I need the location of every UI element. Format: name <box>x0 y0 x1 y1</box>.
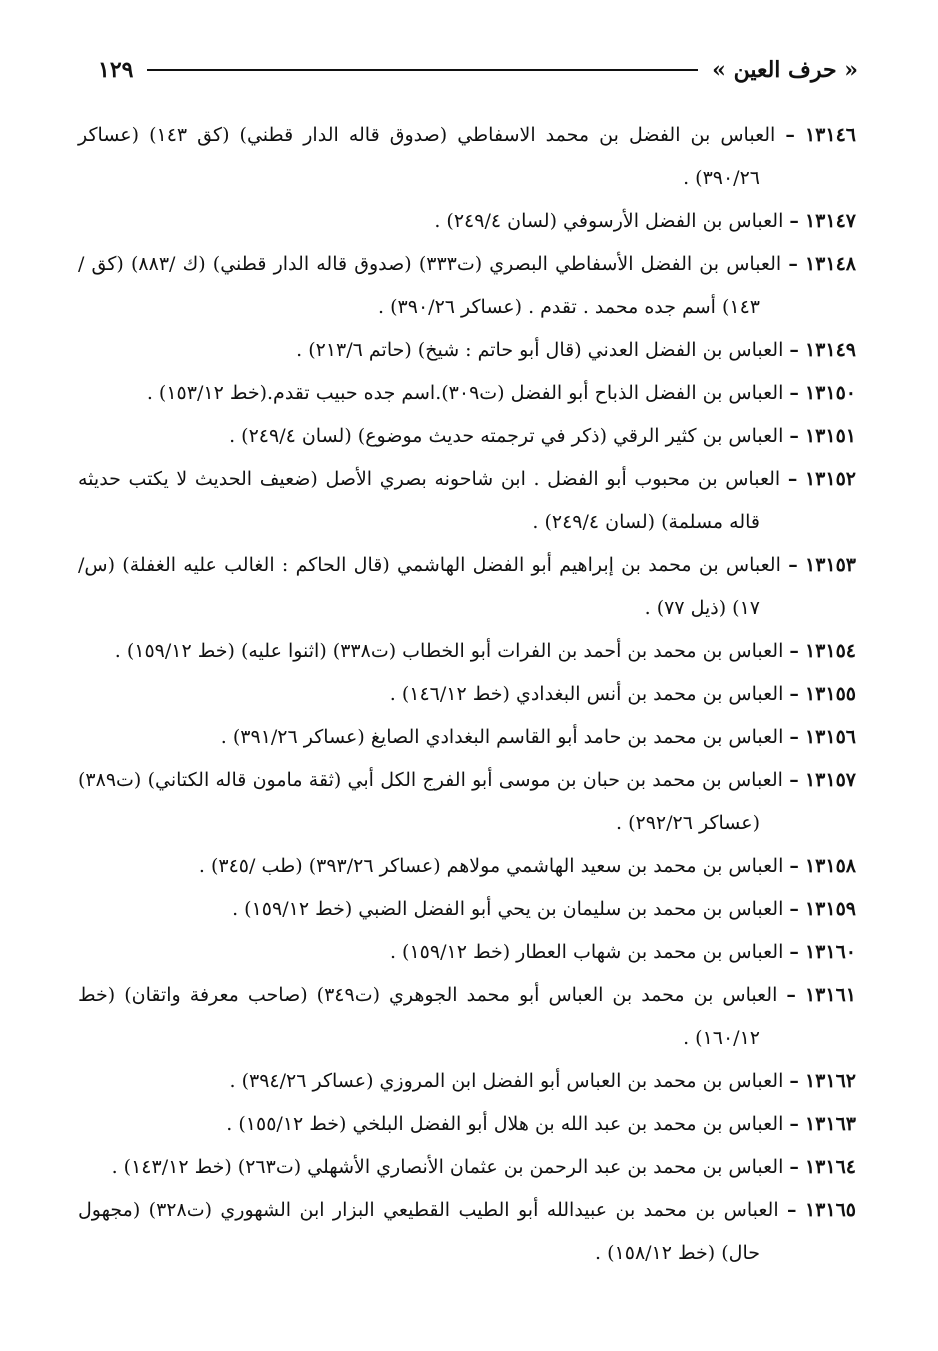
list-item: ١٣١٥٤ – العباس بن محمد بن أحمد بن الفرات أبو الخطاب (ت٣٣٨) (اثنوا عليه) (خط ١٥٩/١٢) . <box>114 640 856 662</box>
entry-number: ١٣١٥٠ <box>804 382 856 404</box>
entry-text: العباس بن الفضل الأسفاطي البصري (ت٣٣٣) (صدوق قاله الدار قطني) (ك /٨٨٣) (كق /١٤٣) أسم جده محمد . تقدم . (عساكر ٣٩٠/٢٦) . <box>78 253 782 318</box>
entry-number: ١٣١٦٤ <box>804 1156 856 1178</box>
entry-text: العباس بن محمد بن حبان بن موسى أبو الفرج الكل أبي (ثقة مامون قاله الكتاني) (ت٣٨٩) (عساكر ٢٩٢/٢٦) . <box>78 769 783 834</box>
entry-text: العباس بن محمد بن عبد الله بن هلال أبو الفضل البلخي (خط ١٥٥/١٢) . <box>226 1113 784 1135</box>
list-item: ١٣١٤٨ – العباس بن الفضل الأسفاطي البصري (ت٣٣٣) (صدوق قاله الدار قطني) (ك /٨٨٣) (كق /١٤٣) أسم جده محمد . تقدم . (عساكر ٣٩٠/٢٦) . <box>78 253 856 318</box>
entry-number: ١٣١٤٦ <box>804 124 856 146</box>
entry-text: العباس بن محمد بن العباس أبو محمد الجوهري (ت٣٤٩) (صاحب معرفة واتقان) (خط ١٦٠/١٢) . <box>78 984 778 1049</box>
entry-number: ١٣١٤٩ <box>804 339 856 361</box>
entry-number: ١٣١٥٦ <box>804 726 856 748</box>
entry-text: العباس بن محمد بن عبيدالله أبو الطيب القطيعي البزار ابن الشهوري (ت٣٢٨) (مجهول حال) (خط ١٥٨/١٢) . <box>78 1199 779 1264</box>
list-item: ١٣١٦٠ – العباس بن محمد بن شهاب العطار (خط ١٥٩/١٢) . <box>389 941 856 963</box>
entry-text: العباس بن محمد بن العباس أبو الفضل ابن المروزي (عساكر ٣٩٤/٢٦) . <box>229 1070 784 1092</box>
entry-number: ١٣١٥٣ <box>804 554 857 576</box>
entry-text: العباس بن محمد بن أنس البغدادي (خط ١٤٦/١٢) . <box>389 683 784 705</box>
list-item: ١٣١٥٥ – العباس بن محمد بن أنس البغدادي (خط ١٤٦/١٢) . <box>389 683 856 705</box>
entry-number: ١٣١٥٨ <box>804 855 856 877</box>
list-item: ١٣١٥٢ – العباس بن محبوب أبو الفضل . ابن شاحونه بصري الأصل (ضعيف الحديث لا يكتب حديثه قاله مسلمة) (لسان ٢٤٩/٤) . <box>78 468 856 533</box>
list-item: ١٣١٥٣ – العباس بن محمد بن إبراهيم أبو الفضل الهاشمي (قال الحاكم : الغالب عليه الغفلة) (س/ ١٧) (ذيل ٧٧) . <box>78 554 857 619</box>
list-item: ١٣١٥٧ – العباس بن محمد بن حبان بن موسى أبو الفرج الكل أبي (ثقة مامون قاله الكتاني) (ت٣٨٩) (عساكر ٢٩٢/٢٦) . <box>78 769 856 834</box>
list-item: ١٣١٥٠ – العباس بن الفضل الذباح أبو الفضل (ت٣٠٩).اسم جده حبيب تقدم.(خط ١٥٣/١٢) . <box>146 382 856 404</box>
entry-text: العباس بن محمد بن عبد الرحمن بن عثمان الأنصاري الأشهلي (ت٢٦٣) (خط ١٤٣/١٢) . <box>111 1156 784 1178</box>
list-item: ١٣١٦١ – العباس بن محمد بن العباس أبو محمد الجوهري (ت٣٤٩) (صاحب معرفة واتقان) (خط ١٦٠/١٢) . <box>78 984 856 1049</box>
entry-text: العباس بن محمد بن حامد أبو القاسم البغدادي الصايغ (عساكر ٣٩١/٢٦) . <box>220 726 784 748</box>
entry-text: العباس بن الفضل الذباح أبو الفضل (ت٣٠٩).اسم جده حبيب تقدم.(خط ١٥٣/١٢) . <box>146 382 784 404</box>
page-number: ١٢٩ <box>98 57 134 83</box>
list-item: ١٣١٦٣ – العباس بن محمد بن عبد الله بن هلال أبو الفضل البلخي (خط ١٥٥/١٢) . <box>226 1113 856 1135</box>
list-item: ١٣١٤٧ – العباس بن الفضل الأرسوفي (لسان ٢٤٩/٤) . <box>434 210 856 232</box>
entry-number: ١٣١٤٨ <box>804 253 856 275</box>
entry-text: العباس بن الفضل بن محمد الاسفاطي (صدوق قاله الدار قطني) (كق ١٤٣) (عساكر ٣٩٠/٢٦) . <box>78 124 776 189</box>
entry-number: ١٣١٤٧ <box>804 210 856 232</box>
list-item: ١٣١٦٤ – العباس بن محمد بن عبد الرحمن بن عثمان الأنصاري الأشهلي (ت٢٦٣) (خط ١٤٣/١٢) . <box>111 1156 856 1178</box>
entry-number: ١٣١٦٠ <box>804 941 856 963</box>
entry-number: ١٣١٥١ <box>804 425 856 447</box>
header-rule <box>147 69 698 71</box>
entry-number: ١٣١٥٩ <box>804 898 856 920</box>
entry-text: العباس بن الفضل الأرسوفي (لسان ٢٤٩/٤) . <box>434 210 784 232</box>
entry-number: ١٣١٥٢ <box>804 468 856 490</box>
list-item: ١٣١٦٥ – العباس بن محمد بن عبيدالله أبو الطيب القطيعي البزار ابن الشهوري (ت٣٢٨) (مجهول حال) (خط ١٥٨/١٢) . <box>78 1199 856 1264</box>
entry-number: ١٣١٥٤ <box>804 640 856 662</box>
entry-list <box>78 114 856 1275</box>
entry-text: العباس بن محمد بن أحمد بن الفرات أبو الخطاب (ت٣٣٨) (اثنوا عليه) (خط ١٥٩/١٢) . <box>114 640 784 662</box>
entry-text: العباس بن محبوب أبو الفضل . ابن شاحونه بصري الأصل (ضعيف الحديث لا يكتب حديثه قاله مسلمة) (لسان ٢٤٩/٤) . <box>78 468 781 533</box>
entry-number: ١٣١٦٣ <box>804 1113 856 1135</box>
entry-text: العباس بن كثير الرقي (ذكر في ترجمته حديث موضوع) (لسان ٢٤٩/٤) . <box>229 425 784 447</box>
list-item: ١٣١٥٨ – العباس بن محمد بن سعيد الهاشمي مولاهم (عساكر ٣٩٣/٢٦) (طب /٣٤٥) . <box>198 855 856 877</box>
entry-number: ١٣١٦٥ <box>804 1199 856 1221</box>
entry-text: العباس بن محمد بن شهاب العطار (خط ١٥٩/١٢) . <box>389 941 784 963</box>
entry-text: العباس بن الفضل العدني (قال أبو حاتم : شيخ) (حاتم ٢١٣/٦) . <box>296 339 784 361</box>
list-item: ١٣١٦٢ – العباس بن محمد بن العباس أبو الفضل ابن المروزي (عساكر ٣٩٤/٢٦) . <box>229 1070 856 1092</box>
entry-text: العباس بن محمد بن سعيد الهاشمي مولاهم (عساكر ٣٩٣/٢٦) (طب /٣٤٥) . <box>198 855 784 877</box>
list-item: ١٣١٤٦ – العباس بن الفضل بن محمد الاسفاطي (صدوق قاله الدار قطني) (كق ١٤٣) (عساكر ٣٩٠/٢٦) . <box>78 124 856 189</box>
list-item: ١٣١٤٩ – العباس بن الفضل العدني (قال أبو حاتم : شيخ) (حاتم ٢١٣/٦) . <box>296 339 856 361</box>
entry-text: العباس بن محمد بن إبراهيم أبو الفضل الهاشمي (قال الحاكم : الغالب عليه الغفلة) (س/ ١٧) (ذيل ٧٧) . <box>78 554 781 619</box>
running-title: « حرف العين » <box>712 57 858 83</box>
entry-number: ١٣١٥٧ <box>804 769 856 791</box>
entry-number: ١٣١٥٥ <box>804 683 856 705</box>
list-item: ١٣١٥٦ – العباس بن محمد بن حامد أبو القاسم البغدادي الصايغ (عساكر ٣٩١/٢٦) . <box>220 726 856 748</box>
list-item: ١٣١٥٩ – العباس بن محمد بن سليمان بن يحي أبو الفضل الضبي (خط ١٥٩/١٢) . <box>232 898 856 920</box>
entry-text: العباس بن محمد بن سليمان بن يحي أبو الفضل الضبي (خط ١٥٩/١٢) . <box>232 898 784 920</box>
entry-number: ١٣١٦٢ <box>804 1070 856 1092</box>
page-header <box>98 50 858 90</box>
entry-number: ١٣١٦١ <box>804 984 856 1006</box>
list-item: ١٣١٥١ – العباس بن كثير الرقي (ذكر في ترجمته حديث موضوع) (لسان ٢٤٩/٤) . <box>229 425 856 447</box>
